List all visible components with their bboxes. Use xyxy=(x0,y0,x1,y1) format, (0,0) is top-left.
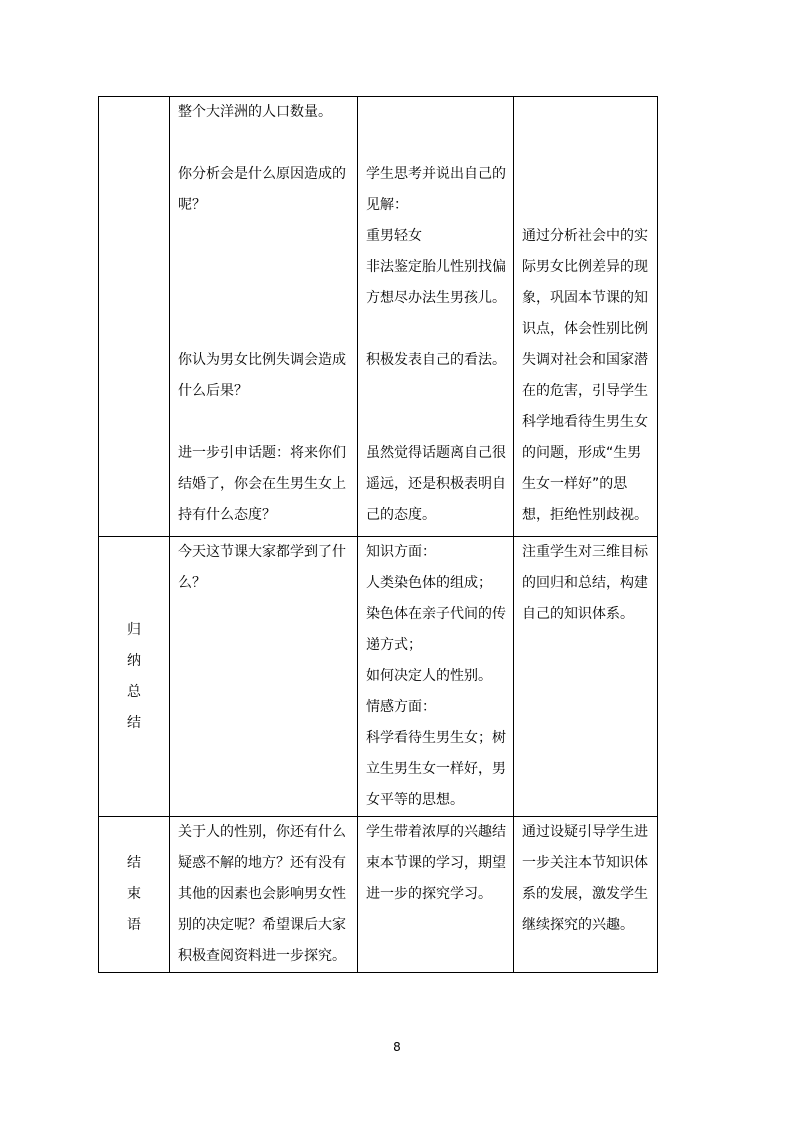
cell-text-line: 生女一样好”的思 xyxy=(522,476,628,492)
cell-text-line: 积极查阅资料进一步探究。 xyxy=(178,948,346,964)
cell-text-line xyxy=(366,314,509,345)
cell-text-line xyxy=(522,190,653,221)
cell-text-line: 束本节课的学习，期望 xyxy=(366,855,506,871)
table-row xyxy=(99,97,658,537)
cell-text-line xyxy=(178,252,353,283)
cell-text-line: 通过设疑引导学生进 xyxy=(522,824,648,840)
cell-text-line xyxy=(178,128,353,159)
cell-text-line: 际男女比例差异的现 xyxy=(522,259,648,275)
cell-text-line: 象，巩固本节课的知 xyxy=(522,290,648,306)
stage-cell xyxy=(99,97,170,537)
design-intent-cell xyxy=(514,97,658,537)
cell-text-line: 己的态度。 xyxy=(366,507,436,523)
cell-text-line: 非法鉴定胎儿性别找偏 xyxy=(366,259,506,275)
cell-text-line: 什么后果？ xyxy=(178,383,248,399)
cell-text-line xyxy=(178,283,353,314)
stage-label-char: 结 xyxy=(127,714,141,731)
cell-text-line xyxy=(366,97,509,128)
cell-text-line: 人类染色体的组成； xyxy=(366,575,492,591)
cell-text-line: 进一步引申话题：将来你们 xyxy=(178,445,346,461)
cell-text-line: 通过分析社会中的实 xyxy=(522,228,648,244)
cell-text-line xyxy=(522,159,653,190)
student-activity-cell xyxy=(358,817,514,973)
cell-text-line xyxy=(178,407,353,438)
cell-text-line: 进一步的探究学习。 xyxy=(366,886,492,902)
cell-text-line: 如何决定人的性别。 xyxy=(366,668,492,684)
stage-label-char: 总 xyxy=(127,683,141,700)
cell-text-line: 方想尽办法生男孩儿。 xyxy=(366,290,506,306)
cell-text-line: 虽然觉得话题离自己很 xyxy=(366,445,506,461)
table-row xyxy=(99,817,658,973)
cell-text-line: 知识方面： xyxy=(366,544,436,560)
cell-text-line: 你认为男女比例失调会造成 xyxy=(178,352,346,368)
cell-text-line: 科学看待生男生女；树 xyxy=(366,730,506,746)
lesson-plan-table xyxy=(98,96,658,973)
cell-text-line: 立生男生女一样好，男 xyxy=(366,761,506,777)
cell-text-line: 学生带着浓厚的兴趣结 xyxy=(366,824,506,840)
cell-text-line: 女平等的思想。 xyxy=(366,792,464,808)
cell-text-line xyxy=(366,128,509,159)
cell-text-line: 么？ xyxy=(178,575,206,591)
cell-text-line: 在的危害，引导学生 xyxy=(522,383,648,399)
cell-text-line: 你分析会是什么原因造成的 xyxy=(178,166,346,182)
cell-text-line xyxy=(522,97,653,128)
cell-text-line xyxy=(178,221,353,252)
cell-text-line: 情感方面： xyxy=(366,699,436,715)
page-number: 8 xyxy=(393,1040,401,1054)
design-intent-cell xyxy=(514,817,658,973)
stage-label-char: 归 xyxy=(127,621,141,638)
cell-text-line: 科学地看待生男生女 xyxy=(522,414,648,430)
cell-text-line: 的回归和总结，构建 xyxy=(522,575,648,591)
stage-cell xyxy=(99,817,170,973)
cell-text-line: 递方式； xyxy=(366,637,422,653)
stage-label-char: 语 xyxy=(127,917,141,933)
cell-text-line: 今天这节课大家都学到了什 xyxy=(178,544,346,560)
cell-text-line: 的问题，形成“生男 xyxy=(522,445,642,461)
cell-text-line xyxy=(178,314,353,345)
cell-text-line: 持有什么态度？ xyxy=(178,507,276,523)
stage-label-char: 束 xyxy=(127,886,141,902)
stage-label-char: 结 xyxy=(127,855,141,871)
teacher-activity-cell xyxy=(170,97,358,537)
teacher-activity-cell xyxy=(170,817,358,973)
cell-text-line: 学生思考并说出自己的 xyxy=(366,166,506,182)
cell-text-line xyxy=(522,128,653,159)
cell-text-line: 结婚了，你会在生男生女上 xyxy=(178,476,346,492)
cell-text-line: 想，拒绝性别歧视。 xyxy=(522,507,648,523)
cell-text-line: 关于人的性别，你还有什么 xyxy=(178,824,346,840)
student-activity-cell xyxy=(358,97,514,537)
stage-label-char: 纳 xyxy=(127,652,141,669)
cell-text-line: 疑惑不解的地方？还有没有 xyxy=(178,855,346,871)
teacher-activity-cell xyxy=(170,537,358,817)
cell-text-line: 积极发表自己的看法。 xyxy=(366,352,506,368)
cell-text-line: 见解： xyxy=(366,197,408,213)
cell-text-line: 呢？ xyxy=(178,197,206,213)
cell-text-line: 整个大洋洲的人口数量。 xyxy=(178,104,332,120)
stage-cell xyxy=(99,537,170,817)
cell-text-line: 识点，体会性别比例 xyxy=(522,321,648,337)
cell-text-line: 失调对社会和国家潜 xyxy=(522,352,648,368)
cell-text-line: 自己的知识体系。 xyxy=(522,606,634,622)
cell-text-line: 遥远，还是积极表明自 xyxy=(366,476,506,492)
cell-text-line: 染色体在亲子代间的传 xyxy=(366,606,506,622)
cell-text-line: 别的决定呢？希望课后大家 xyxy=(178,917,346,933)
cell-text-line xyxy=(366,376,509,407)
cell-text-line: 其他的因素也会影响男女性 xyxy=(178,886,346,902)
cell-text-line: 重男轻女 xyxy=(366,228,422,244)
cell-text-line xyxy=(366,407,509,438)
cell-text-line: 继续探究的兴趣。 xyxy=(522,917,634,933)
table-row xyxy=(99,537,658,817)
design-intent-cell xyxy=(514,537,658,817)
cell-text-line: 注重学生对三维目标 xyxy=(522,544,648,560)
student-activity-cell xyxy=(358,537,514,817)
cell-text-line: 一步关注本节知识体 xyxy=(522,855,648,871)
cell-text-line: 系的发展，激发学生 xyxy=(522,886,648,902)
